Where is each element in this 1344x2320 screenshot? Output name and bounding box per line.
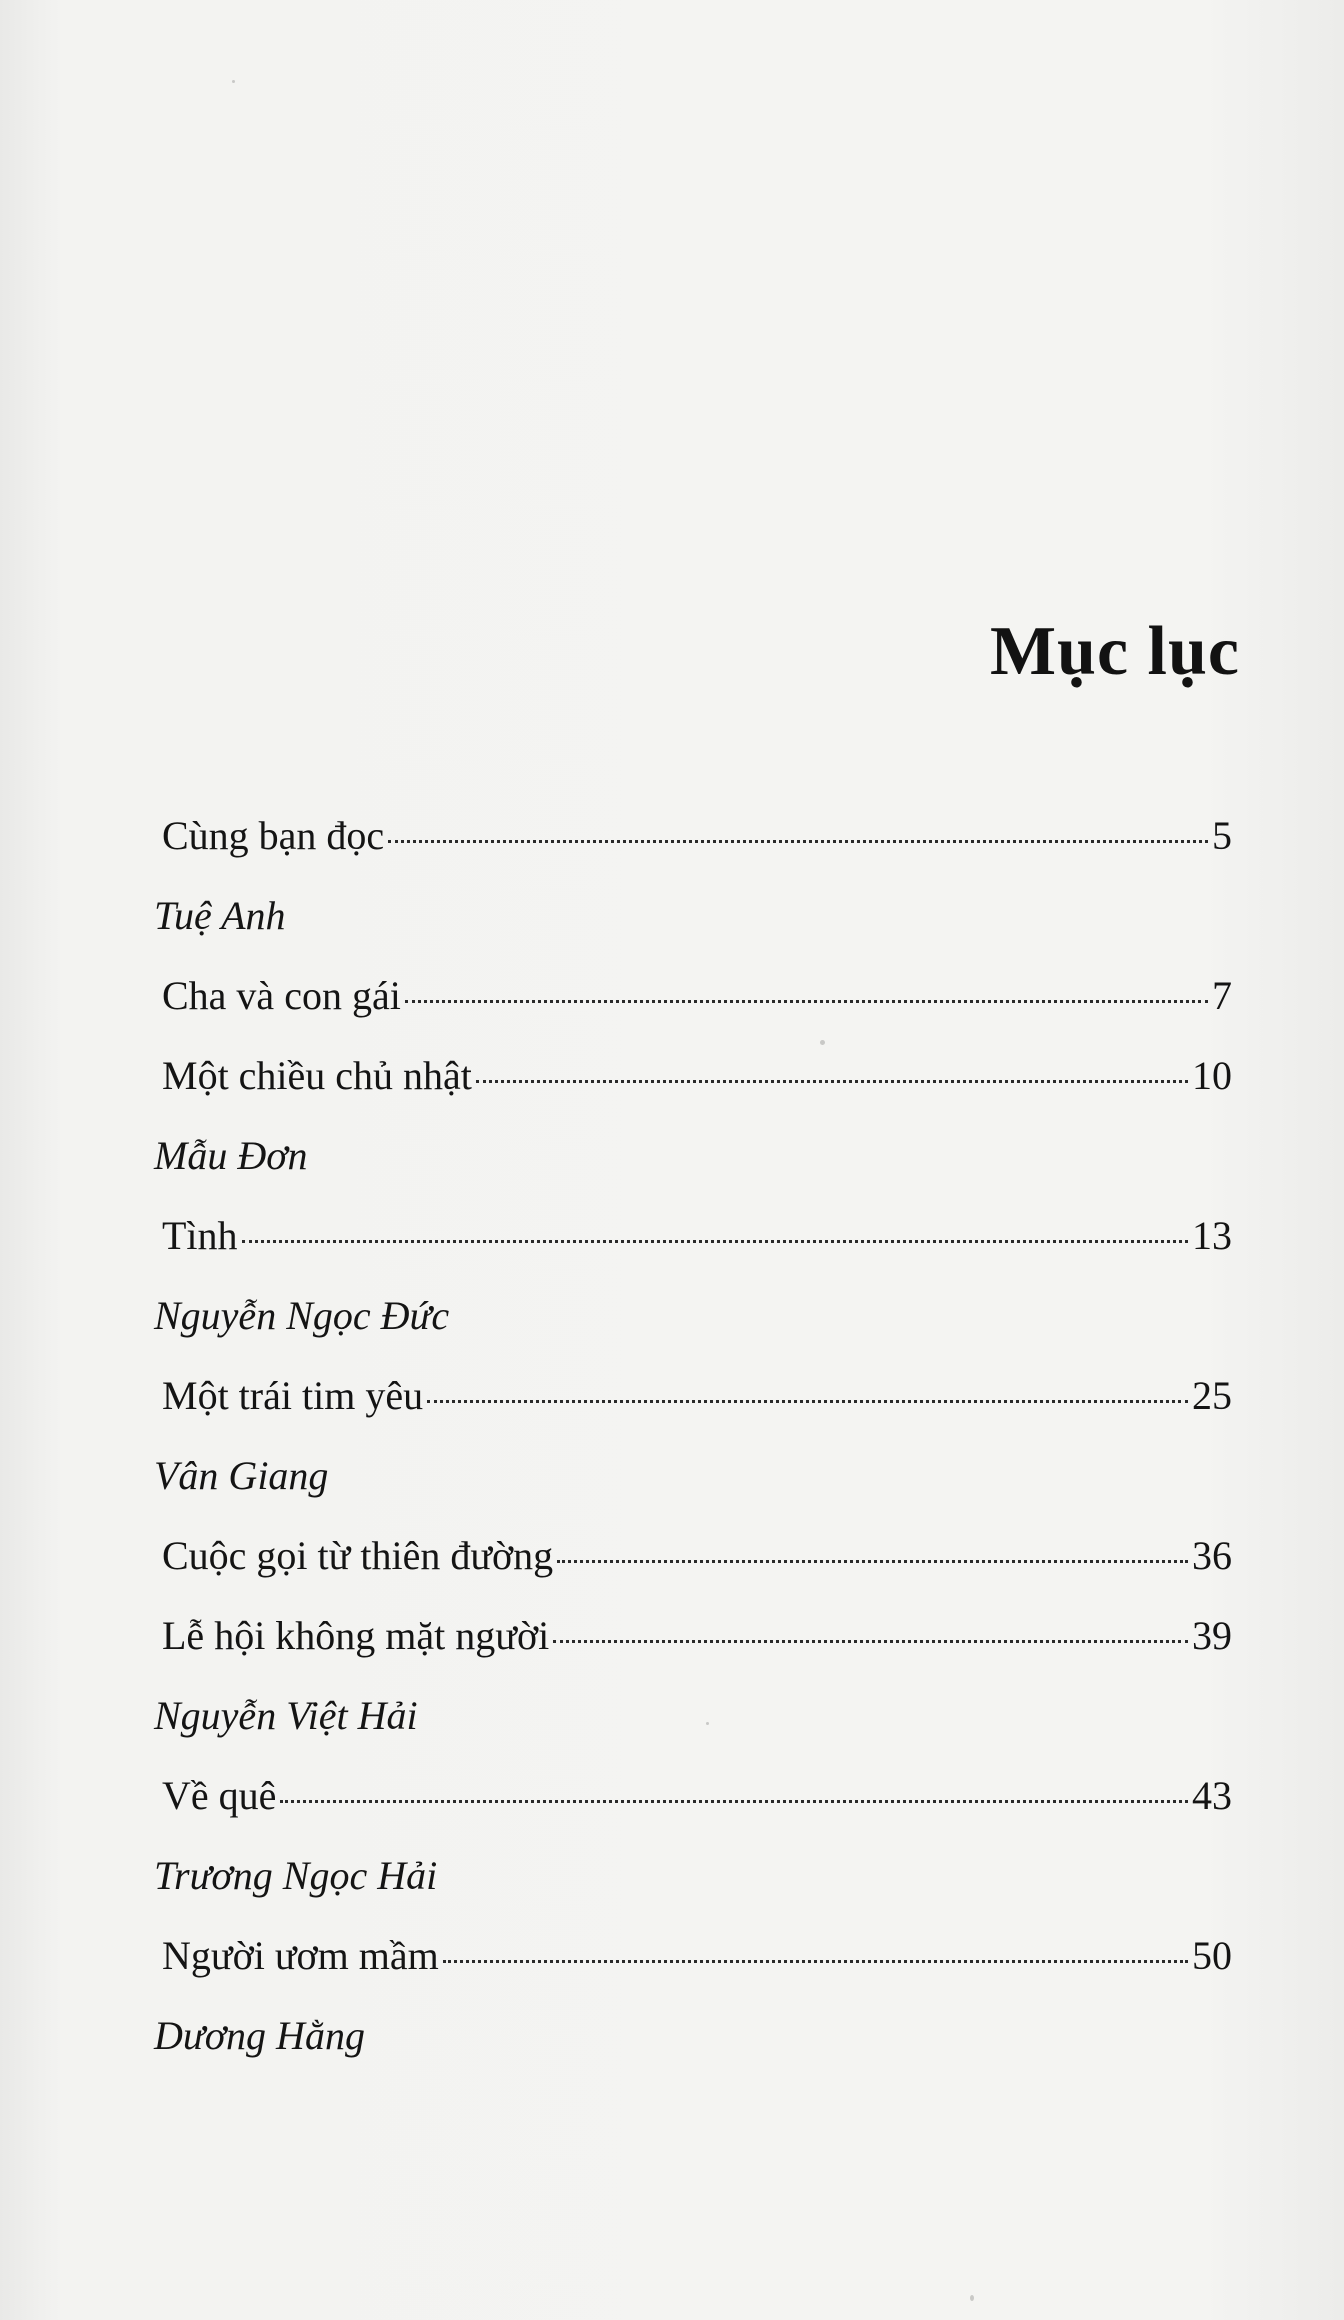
dot-leader [427,1400,1188,1403]
entry-title: Một chiều chủ nhật [162,1053,472,1098]
table-of-contents [150,796,1232,2076]
dot-leader [476,1080,1188,1083]
page-number: 5 [1212,813,1232,858]
entry-title: Một trái tim yêu [162,1373,424,1418]
page-number: 25 [1192,1373,1232,1418]
entry-title: Người ươm mầm [162,1933,439,1978]
entry-title: Cùng bạn đọc [162,813,385,858]
page-number: 13 [1192,1213,1232,1258]
toc-entry[interactable] [150,1356,1232,1436]
toc-entry[interactable] [150,1516,1232,1596]
toc-entry[interactable] [150,1756,1232,1836]
page-number: 36 [1192,1533,1232,1578]
entry-title: Tình [162,1213,238,1258]
page-title: Mục lục [989,613,1240,690]
author-name: Mẫu Đơn [154,1133,308,1178]
toc-entry[interactable] [150,1036,1232,1116]
dot-leader [280,1800,1188,1803]
entry-title: Cha và con gái [162,973,401,1018]
author-name: Dương Hằng [154,2013,365,2058]
toc-entry[interactable] [150,1916,1232,1996]
page-number: 39 [1192,1613,1232,1658]
paper-speck [232,80,235,83]
author-name: Trương Ngọc Hải [154,1853,438,1898]
dot-leader [553,1640,1188,1643]
page-number: 43 [1192,1773,1232,1818]
page-number: 50 [1192,1933,1232,1978]
page-number: 10 [1192,1053,1232,1098]
toc-entry[interactable] [150,956,1232,1036]
toc-entry[interactable] [150,1196,1232,1276]
author-name: Vân Giang [154,1453,329,1498]
author-name: Nguyễn Việt Hải [154,1693,418,1738]
dot-leader [557,1560,1188,1563]
toc-entry[interactable] [150,796,1232,876]
toc-entry[interactable] [150,1596,1232,1676]
dot-leader [405,1000,1208,1003]
dot-leader [443,1960,1188,1963]
dot-leader [388,840,1208,843]
entry-title: Về quê [162,1773,277,1818]
paper-speck [970,2295,974,2301]
entry-title: Cuộc gọi từ thiên đường [162,1533,554,1578]
author-name: Nguyễn Ngọc Đức [154,1293,450,1338]
author-name: Tuệ Anh [154,893,286,938]
page-number: 7 [1212,973,1232,1018]
dot-leader [242,1240,1188,1243]
entry-title: Lễ hội không mặt người [162,1613,550,1658]
